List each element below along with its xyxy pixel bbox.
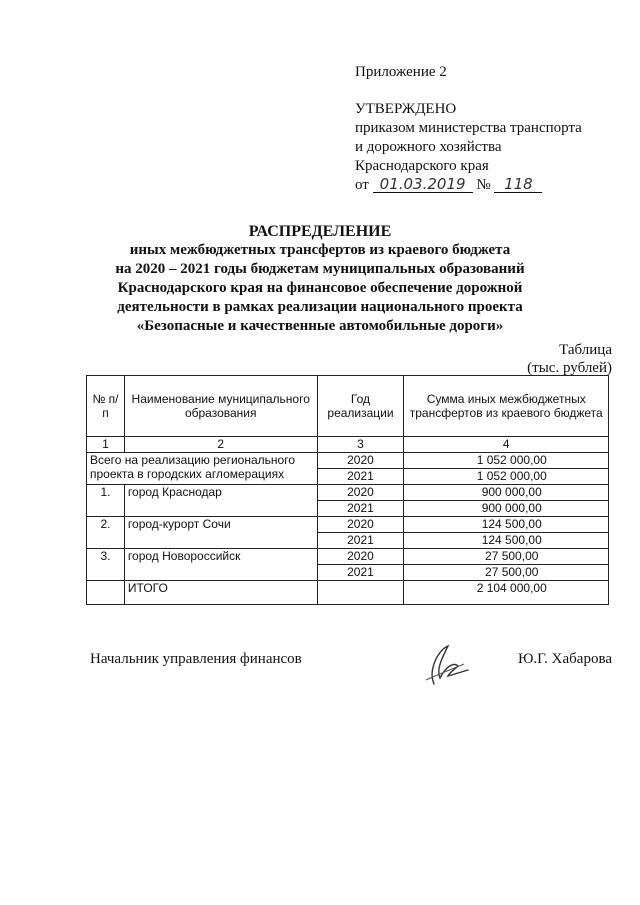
appendix-label: Приложение 2 [355, 64, 447, 80]
grand-total-row [87, 581, 609, 605]
title-main: РАСПРЕДЕЛЕНИЕ [248, 223, 392, 240]
year-cell: 2020 [317, 549, 404, 565]
year-cell: 2020 [317, 517, 404, 533]
sum-cell: 900 000,00 [404, 501, 609, 517]
table-row [87, 485, 609, 501]
signer-position: Начальник управления финансов [90, 651, 302, 667]
municipality-name: город Краснодар [124, 485, 317, 517]
year-cell: 2021 [317, 565, 404, 581]
table-header-row [87, 376, 609, 437]
sum-cell: 1 052 000,00 [404, 453, 609, 469]
year-cell: 2021 [317, 501, 404, 517]
table-caption [527, 341, 612, 377]
date-prefix: от [355, 177, 369, 193]
sum-cell: 124 500,00 [404, 533, 609, 549]
title-line: деятельности в рамках реализации национального проекта [117, 299, 523, 315]
year-cell: 2021 [317, 533, 404, 549]
empty-cell [87, 581, 125, 605]
sum-cell: 27 500,00 [404, 549, 609, 565]
document-title [0, 222, 640, 336]
approval-heading: УТВЕРЖДЕНО [355, 101, 457, 117]
municipality-name: город Новороссийск [124, 549, 317, 581]
year-cell: 2020 [317, 485, 404, 501]
municipality-name: город-курорт Сочи [124, 517, 317, 549]
header-cell: № п/п [87, 376, 125, 437]
row-number: 1. [87, 485, 125, 517]
title-line: «Безопасные и качественные автомобильные дороги» [136, 318, 504, 334]
sum-cell: 900 000,00 [404, 485, 609, 501]
table-row [87, 453, 609, 469]
empty-cell [317, 581, 404, 605]
col-number: 4 [404, 437, 609, 453]
approval-line: Краснодарского края [355, 158, 489, 174]
table-label: Таблица [559, 342, 612, 358]
sum-cell: 27 500,00 [404, 565, 609, 581]
approval-line: приказом министерства транспорта [355, 120, 582, 136]
grand-total-label: ИТОГО [124, 581, 317, 605]
year-cell: 2021 [317, 469, 404, 485]
header-cell: Год реализации [317, 376, 404, 437]
title-line: иных межбюджетных трансфертов из краевого бюджета [129, 242, 511, 258]
region-total-label: Всего на реализацию регионального проекта в городских агломерациях [87, 453, 318, 485]
approval-date-line [355, 176, 582, 195]
handwritten-number: 118 [494, 176, 542, 193]
column-number-row [87, 437, 609, 453]
col-number: 1 [87, 437, 125, 453]
signer-name: Ю.Г. Хабарова [518, 651, 612, 667]
header-cell: Сумма иных межбюджетных трансфертов из краевого бюджета [404, 376, 609, 437]
sum-cell: 124 500,00 [404, 517, 609, 533]
approval-block [355, 100, 582, 195]
title-line: на 2020 – 2021 годы бюджетам муниципальных образований [115, 261, 525, 277]
row-number: 3. [87, 549, 125, 581]
approval-line: и дорожного хозяйства [355, 139, 502, 155]
title-line: Краснодарского края на финансовое обеспечение дорожной [117, 280, 523, 296]
grand-total-sum: 2 104 000,00 [404, 581, 609, 605]
handwritten-date: 01.03.2019 [373, 176, 473, 193]
number-prefix: № [476, 177, 491, 193]
year-cell: 2020 [317, 453, 404, 469]
sum-cell: 1 052 000,00 [404, 469, 609, 485]
handwritten-signature [420, 640, 480, 688]
col-number: 2 [124, 437, 317, 453]
table-row [87, 549, 609, 565]
table-row [87, 517, 609, 533]
col-number: 3 [317, 437, 404, 453]
distribution-table [86, 375, 609, 605]
row-number: 2. [87, 517, 125, 549]
table-unit: (тыс. рублей) [527, 360, 612, 376]
header-cell: Наименование муниципального образования [124, 376, 317, 437]
